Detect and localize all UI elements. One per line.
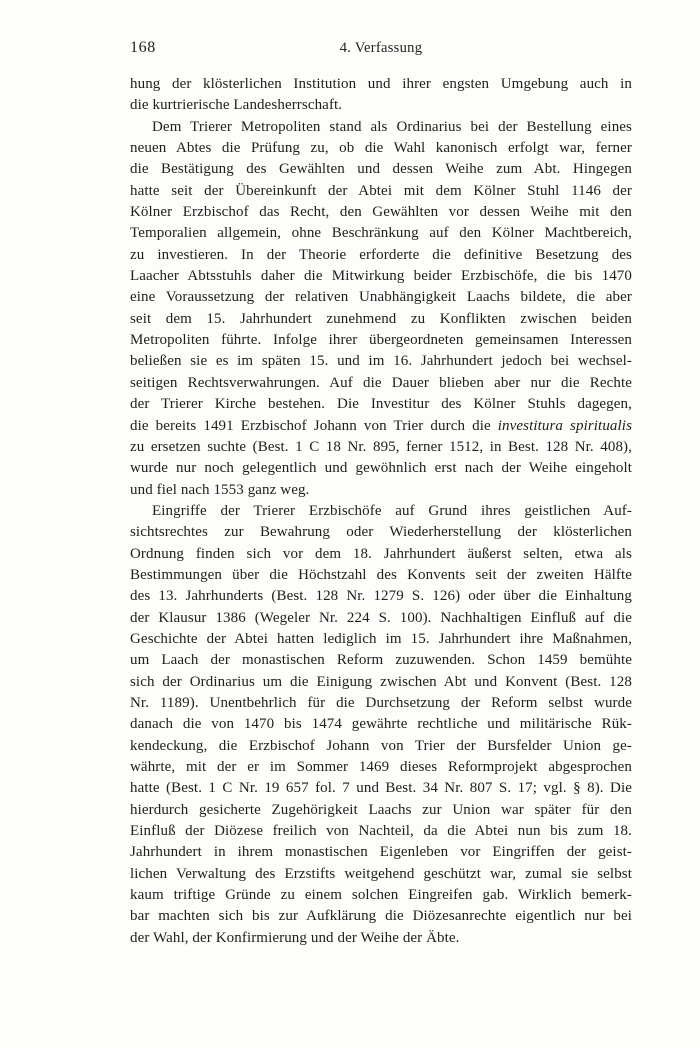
body-text bbox=[130, 74, 632, 949]
text-line: hierdurch gesicherte Zugehörigkeit Laachs zur Union war später für den bbox=[130, 801, 632, 818]
text-line: währte, mit der er im Sommer 1469 dieses Reformprojekt abgesprochen bbox=[130, 759, 632, 775]
text-line: Metropoliten führte. Infolge ihrer übergeordneten gemeinsamen Interessen bbox=[130, 332, 632, 349]
text-line: lichen Verwaltung des Erzstifts weitgehend geschützt war, zumal sie selbst bbox=[130, 865, 632, 882]
text-line: seitigen Rechtsverwahrungen. Auf die Dauer blieben aber nur die Rechte bbox=[130, 374, 632, 391]
text-line: die Bestätigung des Gewählten und dessen Weihe zum Abt. Hingegen bbox=[130, 161, 632, 178]
text-line: seit dem 15. Jahrhundert zunehmend zu Konflikten zwischen beiden bbox=[130, 310, 632, 327]
text-line: kaum triftige Gründe zu einem solchen Eingreifen gab. Wirklich bemerk- bbox=[130, 887, 632, 904]
text-line: die kurtrierische Landesherrschaft. bbox=[130, 97, 343, 114]
paragraph bbox=[130, 501, 632, 949]
paragraph bbox=[130, 74, 632, 117]
page-number: 168 bbox=[130, 39, 156, 56]
text-line: um Laach der monastischen Reform zuzuwenden. Schon 1459 bemühte bbox=[130, 652, 632, 669]
running-head: 4. Verfassung bbox=[339, 40, 423, 56]
text-line: Geschichte der Abtei hatten lediglich im 15. Jahrhundert ihre Maßnahmen, bbox=[130, 630, 632, 647]
text-line: beließen sie es im späten 15. und im 16. Jahrhundert jedoch bei wechsel- bbox=[130, 353, 632, 370]
text-line: des 13. Jahrhunderts (Best. 128 Nr. 1279 S. 126) oder über die Einhaltung bbox=[130, 588, 632, 605]
text-line: Nr. 1189). Unentbehrlich für die Durchsetzung der Reform selbst wurde bbox=[130, 694, 632, 711]
text-line: sich der Ordinarius um die Einigung zwischen Abt und Konvent (Best. 128 bbox=[130, 673, 632, 690]
text-line: Jahrhundert in ihrem monastischen Eigenleben vor Eingriffen der geist- bbox=[130, 844, 632, 861]
text-line: hatte (Best. 1 C Nr. 19 657 fol. 7 und Best. 34 Nr. 807 S. 17; vgl. § 8). Die bbox=[130, 780, 632, 797]
text-line: Einfluß der Diözese freilich von Nachteil, da die Abtei nun bis zum 18. bbox=[130, 823, 632, 840]
text-line: Ordnung finden sich vor dem 18. Jahrhundert äußerst selten, etwa als bbox=[130, 545, 632, 562]
text-line: hatte seit der Übereinkunft der Abtei mit dem Kölner Stuhl 1146 der bbox=[130, 182, 632, 199]
paragraph bbox=[130, 117, 632, 501]
text-line: der Trierer Kirche bestehen. Die Investitur des Kölner Stuhls dagegen, bbox=[130, 396, 632, 413]
text-line: Temporalien allgemein, ohne Beschränkung auf den Kölner Machtbereich, bbox=[130, 225, 632, 242]
text-line: wurde nur noch gelegentlich und gewöhnlich erst nach der Weihe eingeholt bbox=[130, 460, 632, 477]
text-line: Dem Trierer Metropoliten stand als Ordinarius bei der Bestellung eines bbox=[152, 118, 632, 135]
text-line: die bereits 1491 Erzbischof Johann von Trier durch die investitura spiritualis bbox=[130, 417, 633, 434]
text-line: Eingriffe der Trierer Erzbischöfe auf Grund ihres geistlichen Auf- bbox=[152, 502, 632, 519]
text-line: neuen Abtes die Prüfung zu, ob die Wahl kanonisch erfolgt war, ferner bbox=[130, 140, 632, 157]
text-line: der Wahl, der Konfirmierung und der Weihe der Äbte. bbox=[130, 929, 460, 946]
text-line: danach die von 1470 bis 1474 gewährte rechtliche und militärische Rük- bbox=[130, 716, 632, 733]
text-line: kendeckung, die Erzbischof Johann von Trier der Bursfelder Union ge- bbox=[130, 737, 632, 754]
text-line: Laacher Abtsstuhls daher die Mitwirkung beider Erzbischöfe, die bis 1470 bbox=[130, 268, 632, 285]
text-line: Kölner Erzbischof das Recht, den Gewählten vor dessen Weihe mit den bbox=[130, 204, 632, 221]
text-line: und fiel nach 1553 ganz weg. bbox=[130, 481, 310, 498]
page-header bbox=[130, 39, 632, 59]
text-line: hung der klösterlichen Institution und ihrer engsten Umgebung auch in bbox=[130, 76, 632, 92]
text-line: zu investieren. In der Theorie erforderte die definitive Besetzung des bbox=[130, 246, 632, 263]
text-line: bar machten sich bis zur Aufklärung die Diözesanrechte eigentlich nur bei bbox=[130, 908, 632, 925]
text-line: Bestimmungen über die Höchstzahl des Konvents seit der zweiten Hälfte bbox=[130, 566, 632, 583]
text-line: eine Voraussetzung der relativen Unabhängigkeit Laachs bildete, die aber bbox=[130, 289, 632, 306]
text-line: sichtsrechtes zur Bewahrung oder Wiederherstellung der klösterlichen bbox=[130, 524, 632, 541]
text-line: zu ersetzen suchte (Best. 1 C 18 Nr. 895, ferner 1512, in Best. 128 Nr. 408), bbox=[130, 438, 632, 455]
text-line: der Klausur 1386 (Wegeler Nr. 224 S. 100). Nachhaltigen Einfluß auf die bbox=[130, 609, 632, 626]
